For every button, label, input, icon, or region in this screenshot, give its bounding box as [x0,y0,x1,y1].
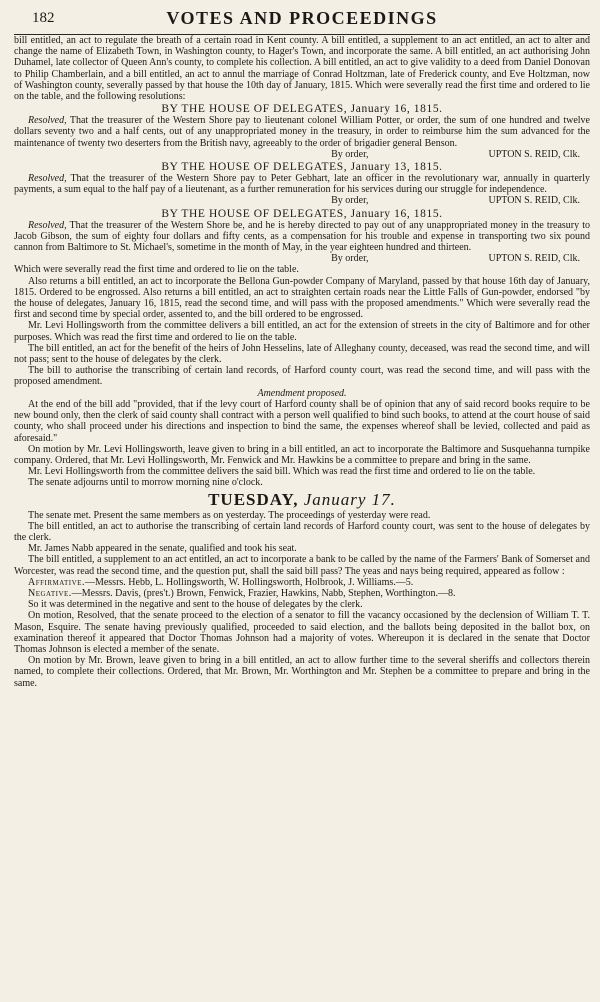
paragraph: So it was determined in the negative and sent to the house of delegates by the clerk. [28,599,363,611]
signature [14,195,590,206]
vote-affirmative-names: —Messrs. Hebb, L. Hollingsworth, W. Hollingsworth, Holbrook, J. Williams.—5. [84,576,414,588]
resolution-lead: Resolved, [28,115,67,127]
resolution-text: That the treasurer of the Western Shore pay to Peter Gebhart, late an officer in the revolutionary war, annually in quarterly payments, a sum equal to the half pay of a lieutenant, as a further remuneration for his services during our struggle for independence. [14,173,590,196]
paragraph: On motion by Mr. Levi Hollingsworth, leave given to bring in a bill entitled, an act to incorporate the Baltimore and Susquehanna turnpike company. Ordered, that Mr. Levi Hollingsworth, Mr. Fenwick and Mr. Hawkins be a committee to prepare and bring in the same. [14,443,590,466]
paragraph: On motion, Resolved, that the senate proceed to the election of a senator to fill the vacancy occasioned by the declension of William T. T. Mason, Esquire. The senate having previously qualified, proceeded to said election, and the ballots being deposited in the ballot box, on examination thereof it appeared that Doctor Thomas Johnson had a majority of votes. Whereupon it is declared in the senate that Doctor Thomas Johnson is elected a member of the senate. [14,610,590,655]
paragraph: The senate adjourns until to morrow morning nine o'clock. [28,477,263,489]
day-weekday: TUESDAY, [208,489,299,509]
running-head: VOTES AND PROCEEDINGS [166,8,438,28]
signature-by: By order, [331,148,369,160]
paragraph: On motion by Mr. Brown, leave given to bring in a bill entitled, an act to allow further time to the several sheriffs and collectors therein named, to complete their collections. Ordered, that Mr. Brown, Mr. Worthington and Mr. Stephen be a committee to prepare and bring in the same. [14,655,590,689]
section-heading: BY THE HOUSE OF DELEGATES, January 13, 1815. [161,161,443,174]
page-number: 182 [32,10,55,26]
signature-name: UPTON S. REID, Clk. [488,253,580,265]
paragraph: Which were severally read the first time and ordered to lie on the table. [14,264,299,276]
signature [14,149,590,160]
paragraph: The bill to authorise the transcribing of certain land records, of Harford county court, was read the second time, and will pass with the proposed amendment. [14,365,590,388]
resolution [14,220,590,254]
resolution-text: That the treasurer of the Western Shore pay to lieutenant colonel William Potter, or order, the sum of one hundred and twelve dollars seventy two and a half cents, out of any unappropriated money in the treasury, in order to reimburse him the sum advanced for the maintenance of twenty two deserters from the British navy, agreeably to the order of brigadier general Benson. [14,115,590,149]
vote-affirmative [14,577,590,588]
paragraph: At the end of the bill add "provided, that if the levy court of Harford county shall be of opinion that any of said record books require to be new bound only, then the clerk of said county shall contract with a person well qualified to bind such books, to attend at the court house of said county, who shall proceed under his directions and inspection to bind the same, the expenses whereof shall be levied, collected and paid as aforesaid." [14,398,590,444]
resolution-lead: Resolved, [28,219,67,231]
amendment-heading: Amendment proposed. [257,387,347,399]
paragraph: The bill entitled, an act for the benefit of the heirs of John Hesselins, late of Alleghany county, deceased, was read the second time, and will not pass; sent to the house of delegates by the clerk. [14,342,590,366]
signature-by: By order, [331,253,369,265]
page-header [14,6,590,35]
paragraph: Mr. Levi Hollingsworth from the committee delivers a bill entitled, an act for the extension of streets in the city of Baltimore and for other purposes. Which was read the first time and ordered to lie on the table. [14,320,590,343]
vote-negative-names: —Messrs. Davis, (pres't.) Brown, Fenwick, Frazier, Hawkins, Nabb, Stephen, Worthington.—8. [71,587,456,599]
signature-name: UPTON S. REID, Clk. [488,148,580,160]
signature-by: By order, [331,195,369,207]
document-body [14,35,590,689]
paragraph: bill entitled, an act to regulate the breath of a certain road in Kent county. A bill entitled, a supplement to an act entitled, an act to alter and change the name of Elizabeth Town, in Washington county, to Hager's Town, and incorporate the same. A bill entitled, an act authorising John Duhamel, late collector of Queen Ann's county, to complete his collection. A bill entitled, an act to give validity to a deed from Daniel Donovan to Philip Chamberlain, and a bill entitled, an act to annul the marriage of Conrad Holtzman, late of Frederick county, and Eve Holtzman, now of Washington county, severally passed by that house the 10th day of January, 1815. Which were severally read the first time and ordered to lie on the table, and the following resolutions: [14,35,590,103]
signature-name: UPTON S. REID, Clk. [488,195,580,207]
resolution-lead: Resolved, [28,173,67,185]
resolution [14,115,590,149]
section-heading: BY THE HOUSE OF DELEGATES, January 16, 1815. [161,207,443,220]
paragraph: The bill entitled, an act to authorise the transcribing of certain land records of Harford county court, was sent to the house of delegates by the clerk. [14,520,590,543]
paragraph: The bill entitled, a supplement to an act entitled, an act to incorporate a bank to be called by the name of the Farmers' Bank of Somerset and Worcester, was read the second time, and the question put, shall the said bill pass? The yeas and nays being required, appeared as follow : [14,554,590,577]
day-heading [14,491,590,509]
day-date: January 17. [298,489,396,509]
resolution-text: That the treasurer of the Western Shore be, and he is hereby directed to pay out of any unappropriated money in the treasury to Jacob Gibson, the sum of eighty four dollars and fifty cents, as a compensation for his trouble and expense in transporting two six pound cannon from Baltimore to St. Michael's, sometime in the month of May, in the year eighteen hundred and thirteen. [14,219,590,254]
paragraph: Also returns a bill entitled, an act to incorporate the Bellona Gun-powder Company of Maryland, passed by that house 16th day of January, 1815. Ordered to be engrossed. Also returns a bill entitled, an act to straighten certain roads near the Little Falls of Gun-powder, endorsed "by the house of delegates, January 16, 1815, read the second time, and will pass with the proposed amendments." Which were severally read the first and second time by special order, assented to, and the bill ordered to be engrossed. [14,275,590,321]
vote-negative-label: Negative. [28,587,72,599]
section-heading: BY THE HOUSE OF DELEGATES, January 16, 1815. [161,103,443,116]
paragraph: The senate met. Present the same members as on yesterday. The proceedings of yesterday were read. [28,509,431,521]
vote-negative [14,588,590,599]
paragraph: Mr. Levi Hollingsworth from the committee delivers the said bill. Which was read the first time and ordered to lie on the table. [28,466,536,478]
paragraph: Mr. James Nabb appeared in the senate, qualified and took his seat. [28,543,297,555]
resolution [14,173,590,195]
vote-affirmative-label: Affirmative. [28,576,85,588]
signature [14,253,590,264]
